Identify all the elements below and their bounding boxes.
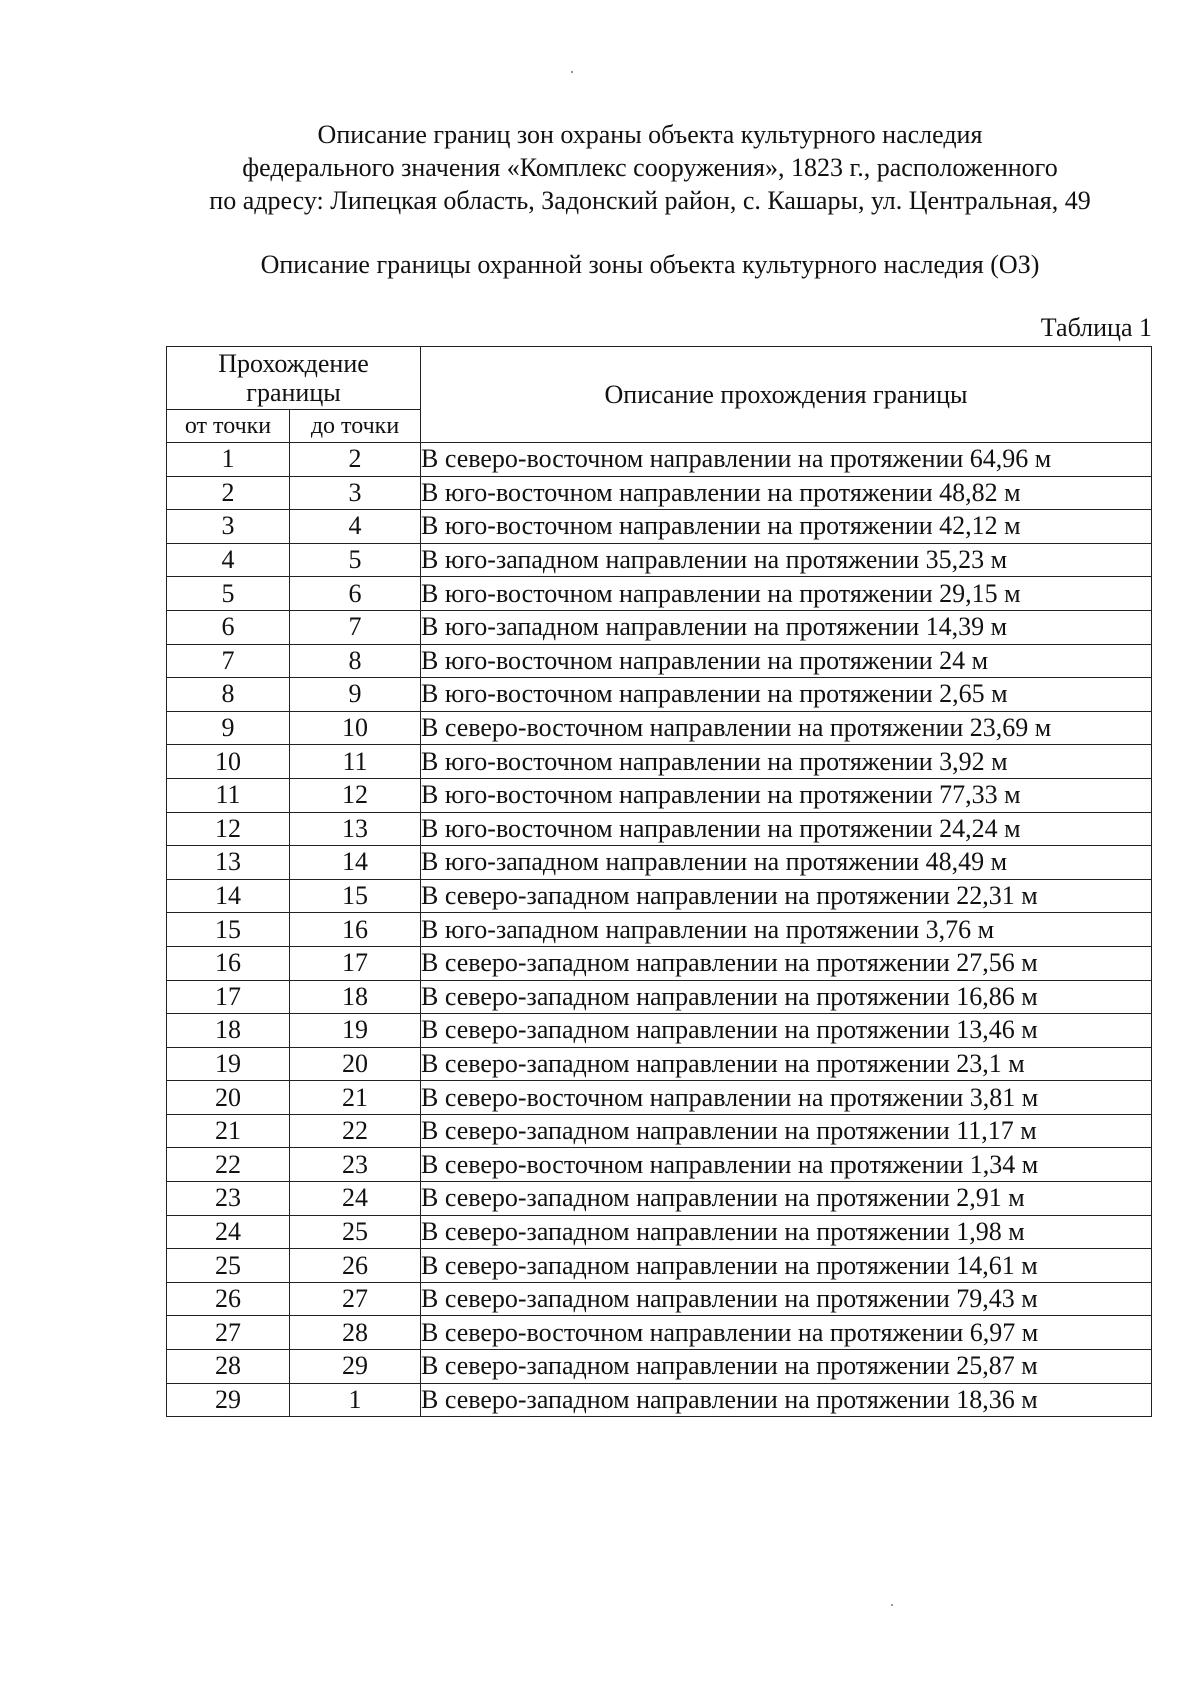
cell-from-point: 19 bbox=[167, 1047, 290, 1081]
cell-to-point: 29 bbox=[290, 1350, 421, 1384]
cell-to-point: 1 bbox=[290, 1383, 421, 1417]
title-line-3: по адресу: Липецкая область, Задонский район, с. Кашары, ул. Центральная, 49 bbox=[209, 186, 1091, 215]
table-row bbox=[167, 1114, 1152, 1148]
cell-from-point: 14 bbox=[167, 879, 290, 913]
cell-description: В юго-западном направлении на протяжении 14,39 м bbox=[421, 610, 1152, 644]
table-row bbox=[167, 745, 1152, 779]
cell-description: В юго-западном направлении на протяжении 35,23 м bbox=[421, 543, 1152, 577]
cell-description: В северо-западном направлении на протяжении 2,91 м bbox=[421, 1182, 1152, 1216]
cell-description: В северо-восточном направлении на протяжении 64,96 м bbox=[421, 443, 1152, 477]
cell-description: В северо-западном направлении на протяжении 13,46 м bbox=[421, 1014, 1152, 1048]
cell-to-point: 10 bbox=[290, 711, 421, 745]
cell-from-point: 8 bbox=[167, 678, 290, 712]
cell-description: В северо-западном направлении на протяжении 18,36 м bbox=[421, 1383, 1152, 1417]
table-body bbox=[167, 443, 1152, 1417]
cell-from-point: 24 bbox=[167, 1215, 290, 1249]
cell-from-point: 1 bbox=[167, 443, 290, 477]
cell-from-point: 29 bbox=[167, 1383, 290, 1417]
cell-from-point: 18 bbox=[167, 1014, 290, 1048]
cell-description: В северо-западном направлении на протяжении 23,1 м bbox=[421, 1047, 1152, 1081]
cell-description: В северо-западном направлении на протяжении 11,17 м bbox=[421, 1114, 1152, 1148]
cell-from-point: 5 bbox=[167, 577, 290, 611]
cell-description: В юго-западном направлении на протяжении 48,49 м bbox=[421, 846, 1152, 880]
cell-description: В северо-восточном направлении на протяжении 1,34 м bbox=[421, 1148, 1152, 1182]
cell-description: В юго-восточном направлении на протяжении 2,65 м bbox=[421, 678, 1152, 712]
scan-speck bbox=[891, 1604, 893, 1606]
cell-to-point: 3 bbox=[290, 476, 421, 510]
table-label: Таблица 1 bbox=[1040, 313, 1152, 342]
cell-description: В юго-восточном направлении на протяжении 24,24 м bbox=[421, 812, 1152, 846]
table-row bbox=[167, 610, 1152, 644]
cell-description: В северо-западном направлении на протяжении 27,56 м bbox=[421, 946, 1152, 980]
cell-from-point: 27 bbox=[167, 1316, 290, 1350]
table-row bbox=[167, 778, 1152, 812]
cell-description: В северо-восточном направлении на протяжении 6,97 м bbox=[421, 1316, 1152, 1350]
document-title bbox=[150, 118, 1150, 217]
cell-description: В северо-западном направлении на протяжении 14,61 м bbox=[421, 1249, 1152, 1283]
cell-to-point: 24 bbox=[290, 1182, 421, 1216]
table-row bbox=[167, 913, 1152, 947]
cell-description: В юго-западном направлении на протяжении 3,76 м bbox=[421, 913, 1152, 947]
header-from-point: от точки bbox=[167, 410, 290, 443]
cell-description: В северо-восточном направлении на протяжении 23,69 м bbox=[421, 711, 1152, 745]
cell-to-point: 26 bbox=[290, 1249, 421, 1283]
scan-speck bbox=[571, 71, 573, 73]
cell-description: В юго-восточном направлении на протяжении 3,92 м bbox=[421, 745, 1152, 779]
table-row bbox=[167, 1383, 1152, 1417]
table-row bbox=[167, 443, 1152, 477]
table-row bbox=[167, 543, 1152, 577]
cell-description: В северо-западном направлении на протяжении 16,86 м bbox=[421, 980, 1152, 1014]
cell-from-point: 6 bbox=[167, 610, 290, 644]
cell-from-point: 21 bbox=[167, 1114, 290, 1148]
cell-from-point: 23 bbox=[167, 1182, 290, 1216]
table-row bbox=[167, 1350, 1152, 1384]
table-row bbox=[167, 846, 1152, 880]
cell-from-point: 10 bbox=[167, 745, 290, 779]
cell-description: В северо-восточном направлении на протяжении 3,81 м bbox=[421, 1081, 1152, 1115]
table-row bbox=[167, 476, 1152, 510]
table-row bbox=[167, 678, 1152, 712]
cell-to-point: 28 bbox=[290, 1316, 421, 1350]
table-row bbox=[167, 946, 1152, 980]
cell-to-point: 14 bbox=[290, 846, 421, 880]
cell-to-point: 18 bbox=[290, 980, 421, 1014]
cell-description: В северо-западном направлении на протяжении 25,87 м bbox=[421, 1350, 1152, 1384]
cell-to-point: 27 bbox=[290, 1282, 421, 1316]
cell-to-point: 9 bbox=[290, 678, 421, 712]
cell-description: В юго-восточном направлении на протяжении 29,15 м bbox=[421, 577, 1152, 611]
cell-from-point: 9 bbox=[167, 711, 290, 745]
cell-to-point: 2 bbox=[290, 443, 421, 477]
cell-to-point: 20 bbox=[290, 1047, 421, 1081]
cell-to-point: 11 bbox=[290, 745, 421, 779]
cell-from-point: 11 bbox=[167, 778, 290, 812]
cell-from-point: 17 bbox=[167, 980, 290, 1014]
cell-to-point: 15 bbox=[290, 879, 421, 913]
title-line-1: Описание границ зон охраны объекта культурного наследия bbox=[317, 120, 983, 149]
cell-to-point: 12 bbox=[290, 778, 421, 812]
cell-from-point: 7 bbox=[167, 644, 290, 678]
table-row bbox=[167, 577, 1152, 611]
table-row bbox=[167, 510, 1152, 544]
title-line-2: федерального значения «Комплекс сооружения», 1823 г., расположенного bbox=[242, 153, 1058, 182]
table-row bbox=[167, 644, 1152, 678]
cell-to-point: 22 bbox=[290, 1114, 421, 1148]
header-boundary-passage-label: Прохождение границы bbox=[218, 349, 369, 407]
cell-to-point: 8 bbox=[290, 644, 421, 678]
table-row bbox=[167, 711, 1152, 745]
cell-from-point: 26 bbox=[167, 1282, 290, 1316]
header-boundary-passage bbox=[167, 347, 421, 410]
table-row bbox=[167, 1282, 1152, 1316]
cell-description: В северо-западном направлении на протяжении 1,98 м bbox=[421, 1215, 1152, 1249]
table-row bbox=[167, 980, 1152, 1014]
cell-from-point: 2 bbox=[167, 476, 290, 510]
table-row bbox=[167, 1081, 1152, 1115]
document-subtitle: Описание границы охранной зоны объекта культурного наследия (ОЗ) bbox=[260, 250, 1040, 279]
cell-description: В юго-восточном направлении на протяжении 48,82 м bbox=[421, 476, 1152, 510]
cell-to-point: 7 bbox=[290, 610, 421, 644]
cell-to-point: 6 bbox=[290, 577, 421, 611]
cell-from-point: 20 bbox=[167, 1081, 290, 1115]
cell-to-point: 25 bbox=[290, 1215, 421, 1249]
cell-to-point: 23 bbox=[290, 1148, 421, 1182]
cell-from-point: 28 bbox=[167, 1350, 290, 1384]
cell-to-point: 19 bbox=[290, 1014, 421, 1048]
table-row bbox=[167, 1148, 1152, 1182]
header-to-point: до точки bbox=[290, 410, 421, 443]
cell-from-point: 25 bbox=[167, 1249, 290, 1283]
cell-description: В северо-западном направлении на протяжении 22,31 м bbox=[421, 879, 1152, 913]
cell-description: В юго-восточном направлении на протяжении 77,33 м bbox=[421, 778, 1152, 812]
cell-from-point: 22 bbox=[167, 1148, 290, 1182]
cell-to-point: 16 bbox=[290, 913, 421, 947]
cell-description: В юго-восточном направлении на протяжении 24 м bbox=[421, 644, 1152, 678]
cell-from-point: 16 bbox=[167, 946, 290, 980]
table-row bbox=[167, 1249, 1152, 1283]
header-description: Описание прохождения границы bbox=[421, 347, 1152, 443]
cell-from-point: 4 bbox=[167, 543, 290, 577]
table-row bbox=[167, 1316, 1152, 1350]
table-row bbox=[167, 1215, 1152, 1249]
cell-from-point: 13 bbox=[167, 846, 290, 880]
cell-to-point: 17 bbox=[290, 946, 421, 980]
table-row bbox=[167, 1182, 1152, 1216]
cell-from-point: 15 bbox=[167, 913, 290, 947]
cell-to-point: 21 bbox=[290, 1081, 421, 1115]
boundary-table bbox=[166, 346, 1152, 1417]
cell-description: В северо-западном направлении на протяжении 79,43 м bbox=[421, 1282, 1152, 1316]
table-row bbox=[167, 879, 1152, 913]
cell-from-point: 3 bbox=[167, 510, 290, 544]
table-row bbox=[167, 1014, 1152, 1048]
table-row bbox=[167, 812, 1152, 846]
table-row bbox=[167, 1047, 1152, 1081]
cell-from-point: 12 bbox=[167, 812, 290, 846]
cell-to-point: 13 bbox=[290, 812, 421, 846]
cell-to-point: 5 bbox=[290, 543, 421, 577]
cell-to-point: 4 bbox=[290, 510, 421, 544]
cell-description: В юго-восточном направлении на протяжении 42,12 м bbox=[421, 510, 1152, 544]
